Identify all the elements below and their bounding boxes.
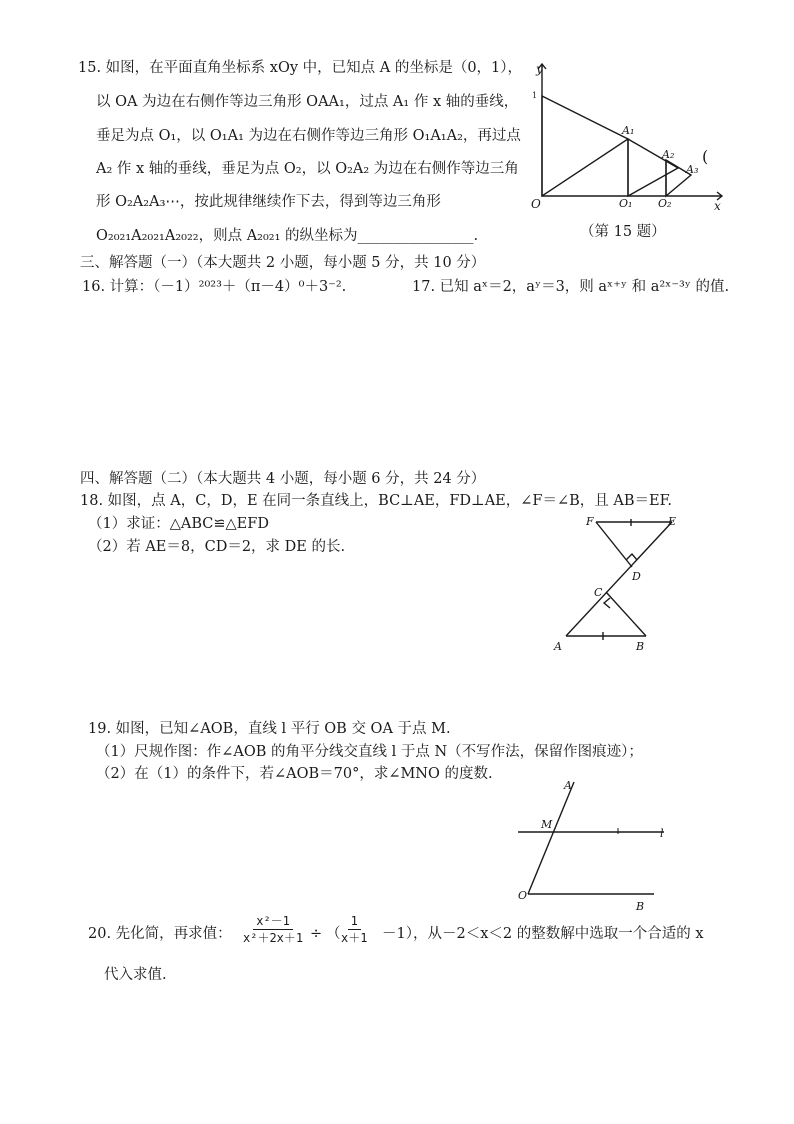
a1-label: A₁	[622, 124, 635, 137]
section-4-heading: 四、解答题（二）（本大题共 4 小题，每小题 6 分，共 24 分）	[80, 471, 486, 487]
line-ea	[566, 522, 672, 636]
segment-bc	[606, 592, 646, 636]
q20-prefix: 20. 先化简，再求值：	[88, 926, 232, 942]
o1-label: O₁	[619, 197, 633, 210]
q15-line-6: O₂₀₂₁A₂₀₂₁A₂₀₂₂，则点 A₂₀₂₁ 的纵坐标为________________.	[96, 228, 479, 244]
q20-fraction-1	[240, 913, 306, 946]
section-3-heading: 三、解答题（一）（本大题共 2 小题，每小题 5 分，共 10 分）	[80, 255, 486, 271]
q20-divide-sign: ÷	[310, 926, 323, 942]
fraction-2-numerator: 1	[348, 913, 361, 930]
label-b: B	[636, 900, 645, 913]
q19-line-1: 19. 如图，已知∠AOB，直线 l 平行 OB 交 OA 于点 M.	[88, 721, 451, 737]
a2-label: A₂	[662, 148, 675, 161]
label-l: l	[660, 827, 664, 840]
label-f: F	[586, 515, 594, 528]
label-a: A	[564, 779, 572, 792]
label-o: O	[518, 889, 528, 902]
q19-figure	[512, 776, 672, 912]
q20-line-2: 代入求值.	[104, 967, 167, 983]
a3-label: A₃	[686, 163, 699, 176]
label-e: E	[668, 515, 677, 528]
q15-line-1: 15. 如图，在平面直角坐标系 xOy 中，已知点 A 的坐标是（0，1），	[78, 60, 523, 76]
q18-part-1: （1）求证：△ABC≌△EFD	[88, 516, 269, 532]
o2-label: O₂	[658, 197, 672, 210]
q18-part-2: （2）若 AE＝8，CD＝2，求 DE 的长.	[88, 539, 346, 555]
q20-left-paren: （	[326, 926, 341, 942]
x-axis-label: x	[714, 199, 721, 213]
label-a: A	[554, 640, 562, 653]
q17-text: 17. 已知 aˣ＝2，aʸ＝3，则 aˣ⁺ʸ 和 a²ˣ⁻³ʸ 的值.	[412, 279, 730, 295]
label-m: M	[541, 818, 553, 831]
ray-oa	[528, 782, 574, 894]
fraction-1-denominator: x²＋2x＋1	[243, 931, 304, 945]
q20-fraction-2	[338, 913, 370, 946]
q15-line-5: 形 O₂A₂A₃⋯，按此规律继续作下去，得到等边三角形	[96, 194, 441, 210]
fraction-1-numerator: x²－1	[253, 913, 293, 930]
q20-rest: －1），从－2＜x＜2 的整数解中选取一个合适的 x	[382, 926, 704, 942]
label-c: C	[594, 586, 603, 599]
y-tick-label: 1	[532, 91, 538, 100]
origin-label: O	[531, 197, 541, 211]
q15-caption: （第 15 题）	[580, 224, 666, 240]
q18-figure	[548, 510, 677, 660]
fraction-2-denominator: x＋1	[341, 931, 368, 945]
triangle-oaa1	[542, 96, 628, 196]
label-b: B	[636, 640, 645, 653]
y-axis-label: y	[536, 62, 543, 76]
label-d: D	[632, 570, 641, 583]
q19-part-2: （2）在（1）的条件下，若∠AOB＝70°，求∠MNO 的度数.	[96, 766, 493, 782]
q18-line-1: 18. 如图，点 A，C，D，E 在同一条直线上，BC⊥AE，FD⊥AE，∠F＝∠B，且 AB＝EF.	[80, 493, 672, 509]
q15-line-3: 垂足为点 O₁，以 O₁A₁ 为边在右侧作等边三角形 O₁A₁A₂，再过点	[96, 128, 521, 144]
q15-figure	[528, 58, 728, 213]
q16-text: 16. 计算：（－1）²⁰²³＋（π－4）⁰＋3⁻².	[82, 279, 347, 295]
q15-line-2: 以 OA 为边在右侧作等边三角形 OAA₁，过点 A₁ 作 x 轴的垂线，	[96, 94, 519, 110]
q19-part-1: （1）尺规作图：作∠AOB 的角平分线交直线 l 于点 N（不写作法，保留作图痕迹）；	[96, 744, 643, 760]
stray-paren: (	[702, 147, 709, 166]
q15-line-4: A₂ 作 x 轴的垂线，垂足为点 O₂，以 O₂A₂ 为边在右侧作等边三角	[96, 161, 519, 177]
